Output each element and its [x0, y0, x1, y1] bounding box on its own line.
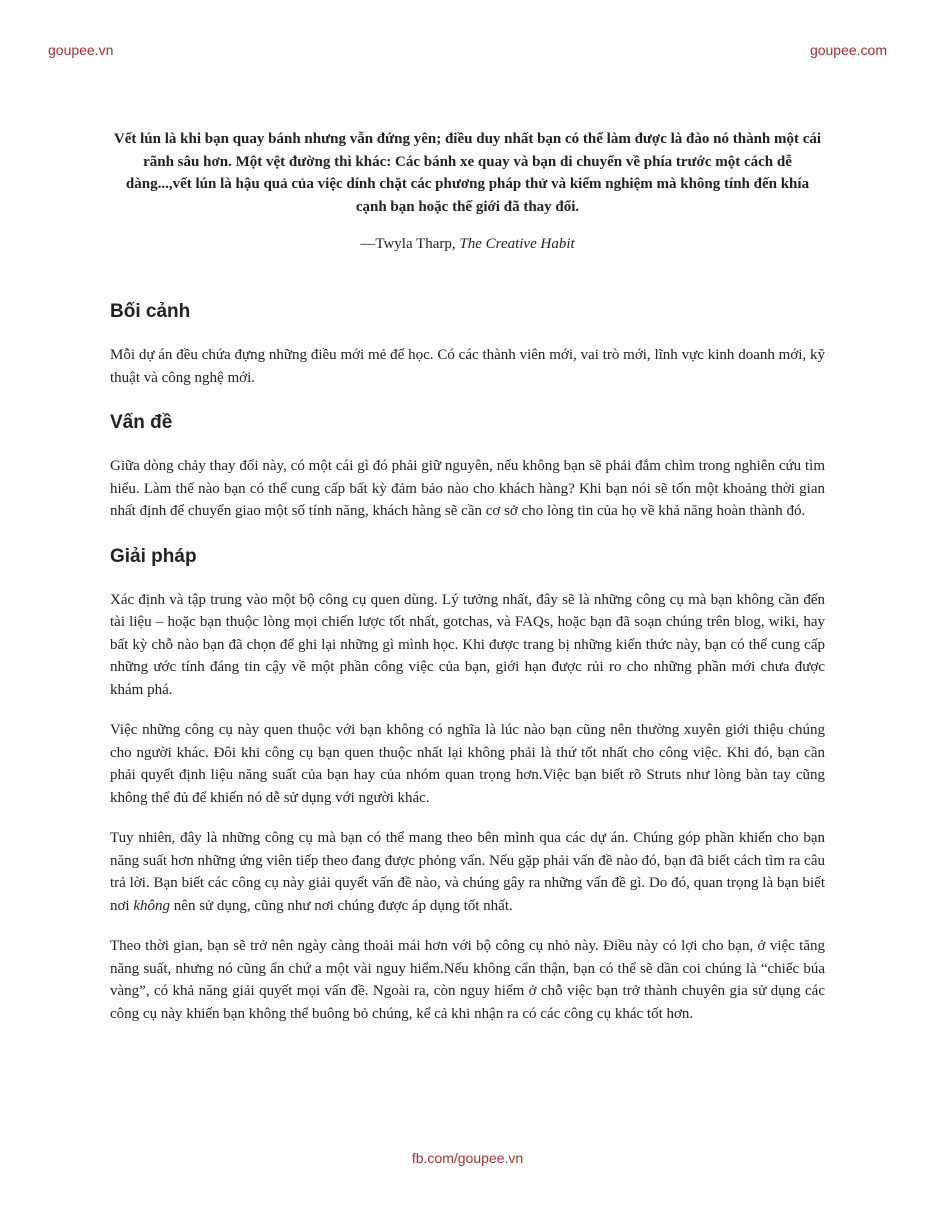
paragraph-text: Tuy nhiên, đây là những công cụ mà bạn có thể mang theo bên mình qua các dự án. Chúng góp phần khiến cho bạn năng suất hơn những ứng viên tiếp theo đang được phỏng vấn. Nếu gặp phải vấn đề nào đó, bạn đã biết cách tìm ra câu trả lời. Bạn biết các công cụ này giải quyết vấn đề nào, và chúng gây ra những vấn đề gì. Do đó, quan trọng là bạn biết nơi — [110, 830, 825, 914]
solution-paragraph-3 — [110, 827, 825, 917]
footer-link-facebook[interactable]: fb.com/goupee.vn — [411, 1150, 524, 1166]
epigraph — [110, 128, 825, 254]
emphasis-text: không — [133, 897, 171, 914]
attribution-author: —Twyla Tharp, — [360, 236, 460, 252]
solution-paragraph-4: Theo thời gian, bạn sẽ trở nên ngày càng thoải mái hơn với bộ công cụ nhỏ này. Điều này có lợi cho bạn, ở việc tăng năng suất, nhưng nó cũng ẩn chứ a một vài nguy hiểm.Nếu không cẩn thận, bạn có thể sẽ dần coi chúng là “chiếc búa vàng”, có khả năng giải quyết mọi vấn đề. Ngoài ra, còn nguy hiểm ở chỗ việc bạn trở thành chuyên gia sử dụng các công cụ này khiến bạn không thể buông bỏ chúng, kể cả khi nhận ra có các công cụ khác tốt hơn. — [110, 938, 825, 1022]
section-heading-problem: Vấn đề — [110, 412, 173, 433]
solution-paragraph-2: Việc những công cụ này quen thuộc với bạn không có nghĩa là lúc nào bạn cũng nên thường xuyên giới thiệu chúng cho người khác. Đôi khi công cụ bạn quen thuộc nhất lại không phải là thứ tốt nhất cho công việc. Khi đó, bạn cần phải quyết định liệu năng suất của bạn hay của nhóm quan trọng hơn.Việc bạn biết rõ Struts như lòng bàn tay cũng không thể đủ để khiến nó dễ sử dụng với người khác. — [110, 722, 825, 806]
section-heading-context: Bối cảnh — [110, 301, 191, 322]
paragraph-text: nên sử dụng, cũng như nơi chúng được áp dụng tốt nhất. — [170, 897, 513, 914]
header-link-goupee-vn[interactable]: goupee.vn — [48, 42, 114, 58]
attribution-book-title: The Creative Habit — [459, 236, 575, 252]
section-heading-solution: Giải pháp — [110, 545, 197, 567]
context-paragraph: Mỗi dự án đều chứa đựng những điều mới mẻ để học. Có các thành viên mới, vai trò mới, lĩnh vực kinh doanh mới, kỹ thuật và công nghệ mới. — [110, 347, 825, 386]
solution-paragraph-1: Xác định và tập trung vào một bộ công cụ quen dùng. Lý tưởng nhất, đây sẽ là những công cụ mà bạn không cần đến tài liệu – hoặc bạn thuộc lòng mọi chiến lược tốt nhất, gotchas, và FAQs, hoặc bạn đã soạn chúng trên blog, wiki, hay bất kỳ chỗ nào bạn đã chọn để ghi lại những gì mình học. Khi được trang bị những kiến thức này, bạn có thể cung cấp những ước tính đáng tin cậy về một phần công việc của bạn, giới hạn được rủi ro cho những phần mới chưa được khám phá. — [110, 591, 825, 698]
problem-paragraph: Giữa dòng chảy thay đổi này, có một cái gì đó phải giữ nguyên, nếu không bạn sẽ phải đắm chìm trong nghiên cứu tìm hiểu. Làm thế nào bạn có thể cung cấp bất kỳ đảm bảo nào cho khách hàng? Khi bạn nói sẽ tốn một khoảng thời gian nhất định để chuyển giao một số tính năng, khách hàng sẽ cần cơ sở cho lòng tin của họ về khả năng hoàn thành đó. — [110, 458, 825, 519]
main-content — [110, 298, 825, 1025]
epigraph-quote: Vết lún là khi bạn quay bánh nhưng vẫn đứng yên; điều duy nhất bạn có thể làm được là đào nó thành một cái rãnh sâu hơn. Một vệt đường thì khác: Các bánh xe quay và bạn di chuyển về phía trước một cách dễ dàng...,vết lún là hậu quả của việc dính chặt các phương pháp thử và kiểm nghiệm mà không tính đến khía cạnh bạn hoặc thế giới đã thay đổi. — [113, 131, 822, 215]
header-link-goupee-com[interactable]: goupee.com — [809, 42, 887, 58]
epigraph-attribution — [110, 234, 825, 254]
